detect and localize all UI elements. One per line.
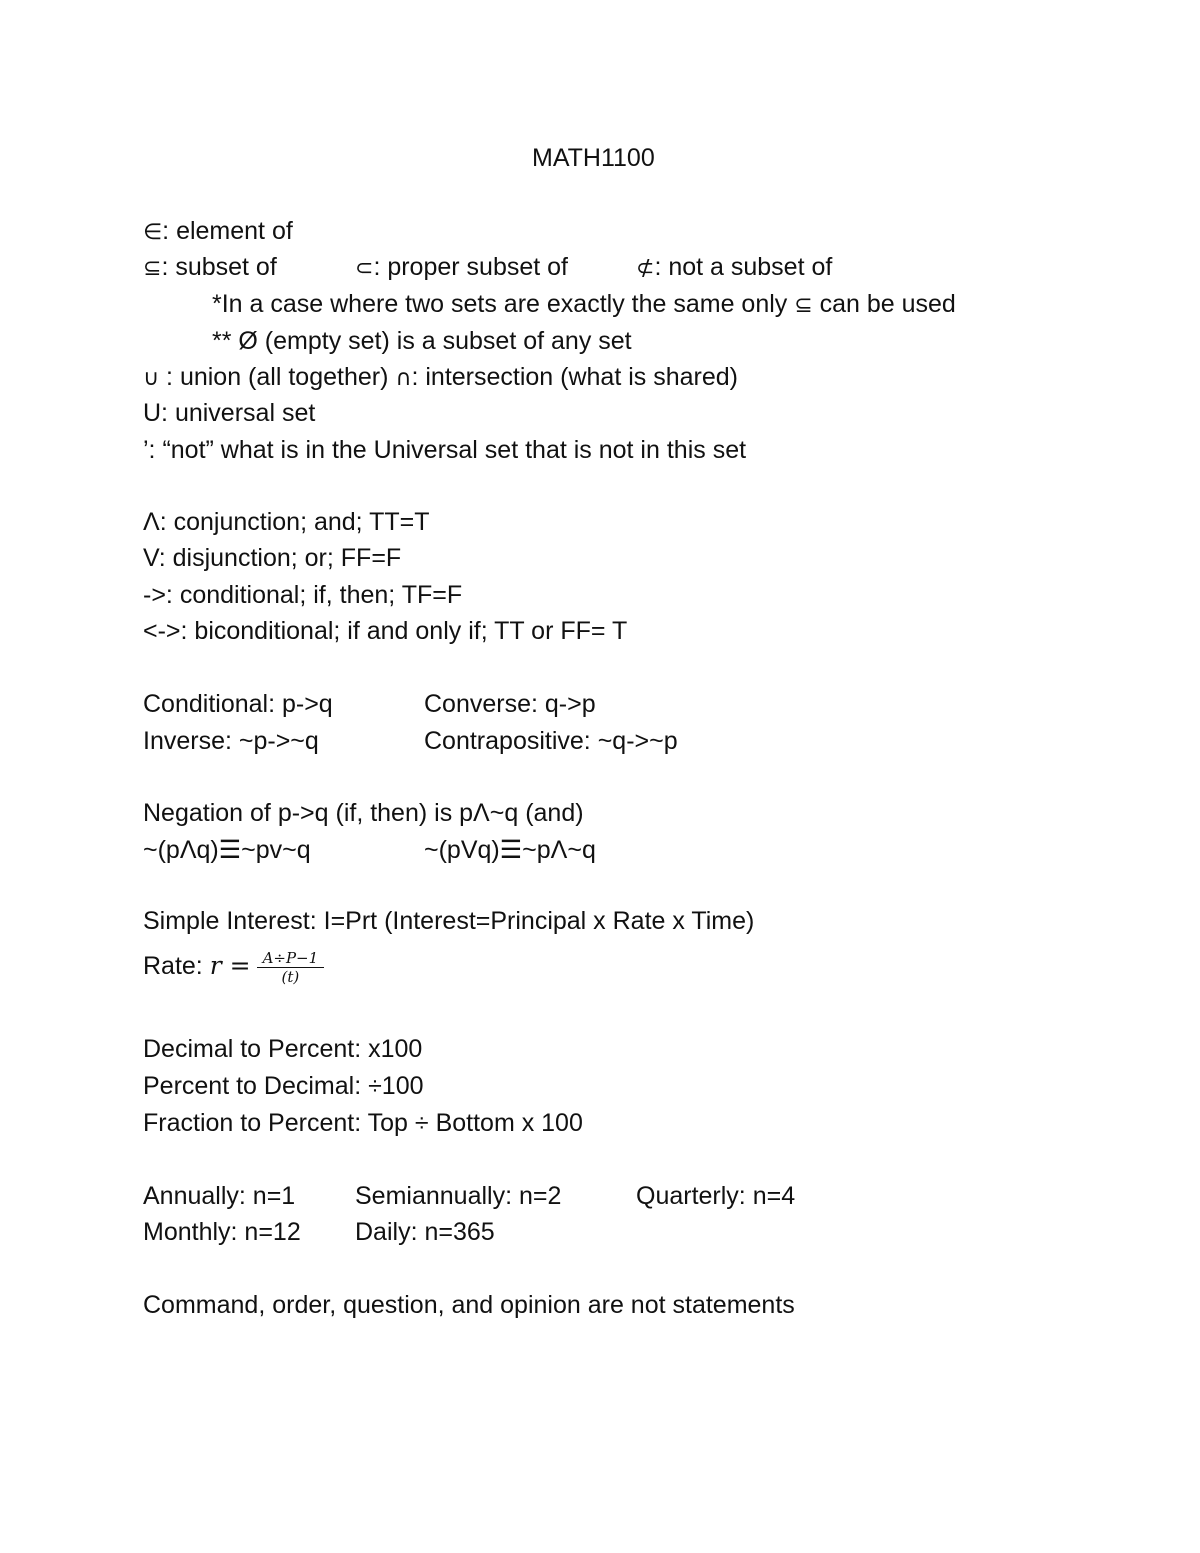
conditional-line: ->: conditional; if, then; TF=F — [143, 581, 463, 609]
subset-symbol: ⊆ — [143, 256, 162, 281]
page-title: MATH1100 — [532, 144, 655, 172]
quarterly: Quarterly: n=4 — [636, 1182, 796, 1210]
not-subset-text: : not a subset of — [654, 253, 833, 281]
rate-denominator: (t) — [281, 967, 300, 986]
rate-formula-line — [143, 944, 324, 988]
subset-note-1 — [212, 289, 956, 321]
proper-subset-symbol: ⊂ — [355, 256, 374, 281]
complement-line: ’: “not” what is in the Universal set that is not in this set — [143, 436, 747, 464]
simple-interest-line: Simple Interest: I=Prt (Interest=Principal x Rate x Time) — [143, 907, 755, 935]
subset-line — [143, 252, 277, 284]
monthly: Monthly: n=12 — [143, 1218, 301, 1246]
element-of-symbol: ∈ — [143, 220, 163, 245]
union-text: : union (all together) — [159, 363, 396, 391]
union-intersection-line — [143, 362, 738, 394]
conditional-form: Conditional: p->q — [143, 690, 333, 718]
element-of-line — [143, 216, 293, 248]
disjunction-line: V: disjunction; or; FF=F — [143, 544, 402, 572]
universal-set-line: U: universal set — [143, 399, 316, 427]
proper-subset-item — [355, 252, 568, 284]
conjunction-line: Λ: conjunction; and; TT=T — [143, 508, 430, 536]
note1-prefix: *In a case where two sets are exactly the same only — [212, 290, 795, 318]
note1-suffix: can be used — [812, 290, 956, 318]
element-of-text: : element of — [162, 217, 293, 245]
subset-note-2: ** Ø (empty set) is a subset of any set — [212, 327, 632, 355]
intersection-symbol: ∩ — [395, 366, 412, 391]
semiannually: Semiannually: n=2 — [355, 1182, 562, 1210]
rate-fraction — [257, 949, 325, 986]
proper-subset-text: : proper subset of — [373, 253, 568, 281]
decimal-to-percent: Decimal to Percent: x100 — [143, 1035, 423, 1063]
demorgan-and: ~(pΛq)☰~pv~q — [143, 836, 311, 864]
percent-to-decimal: Percent to Decimal: ÷100 — [143, 1072, 424, 1100]
contrapositive-form: Contrapositive: ~q->~p — [424, 727, 678, 755]
biconditional-line: <->: biconditional; if and only if; TT or FF= T — [143, 617, 628, 645]
union-symbol: ∪ — [143, 366, 160, 391]
not-subset-symbol: ⊄ — [636, 256, 655, 281]
fraction-to-percent: Fraction to Percent: Top ÷ Bottom x 100 — [143, 1109, 583, 1137]
intersection-text: : intersection (what is shared) — [411, 363, 738, 391]
negation-line: Negation of p->q (if, then) is pΛ~q (and) — [143, 799, 584, 827]
annually: Annually: n=1 — [143, 1182, 296, 1210]
demorgan-or: ~(pVq)☰~pΛ~q — [424, 836, 596, 864]
converse-form: Converse: q->p — [424, 690, 596, 718]
rate-variable: r = — [209, 951, 251, 980]
rate-numerator: A÷P−1 — [257, 949, 325, 968]
inverse-form: Inverse: ~p->~q — [143, 727, 319, 755]
subset-text: : subset of — [161, 253, 277, 281]
rate-label: Rate: — [143, 952, 210, 980]
statements-note: Command, order, question, and opinion are not statements — [143, 1291, 795, 1319]
not-subset-item — [636, 252, 832, 284]
subset-symbol-inline: ⊆ — [794, 293, 813, 318]
daily: Daily: n=365 — [355, 1218, 495, 1246]
